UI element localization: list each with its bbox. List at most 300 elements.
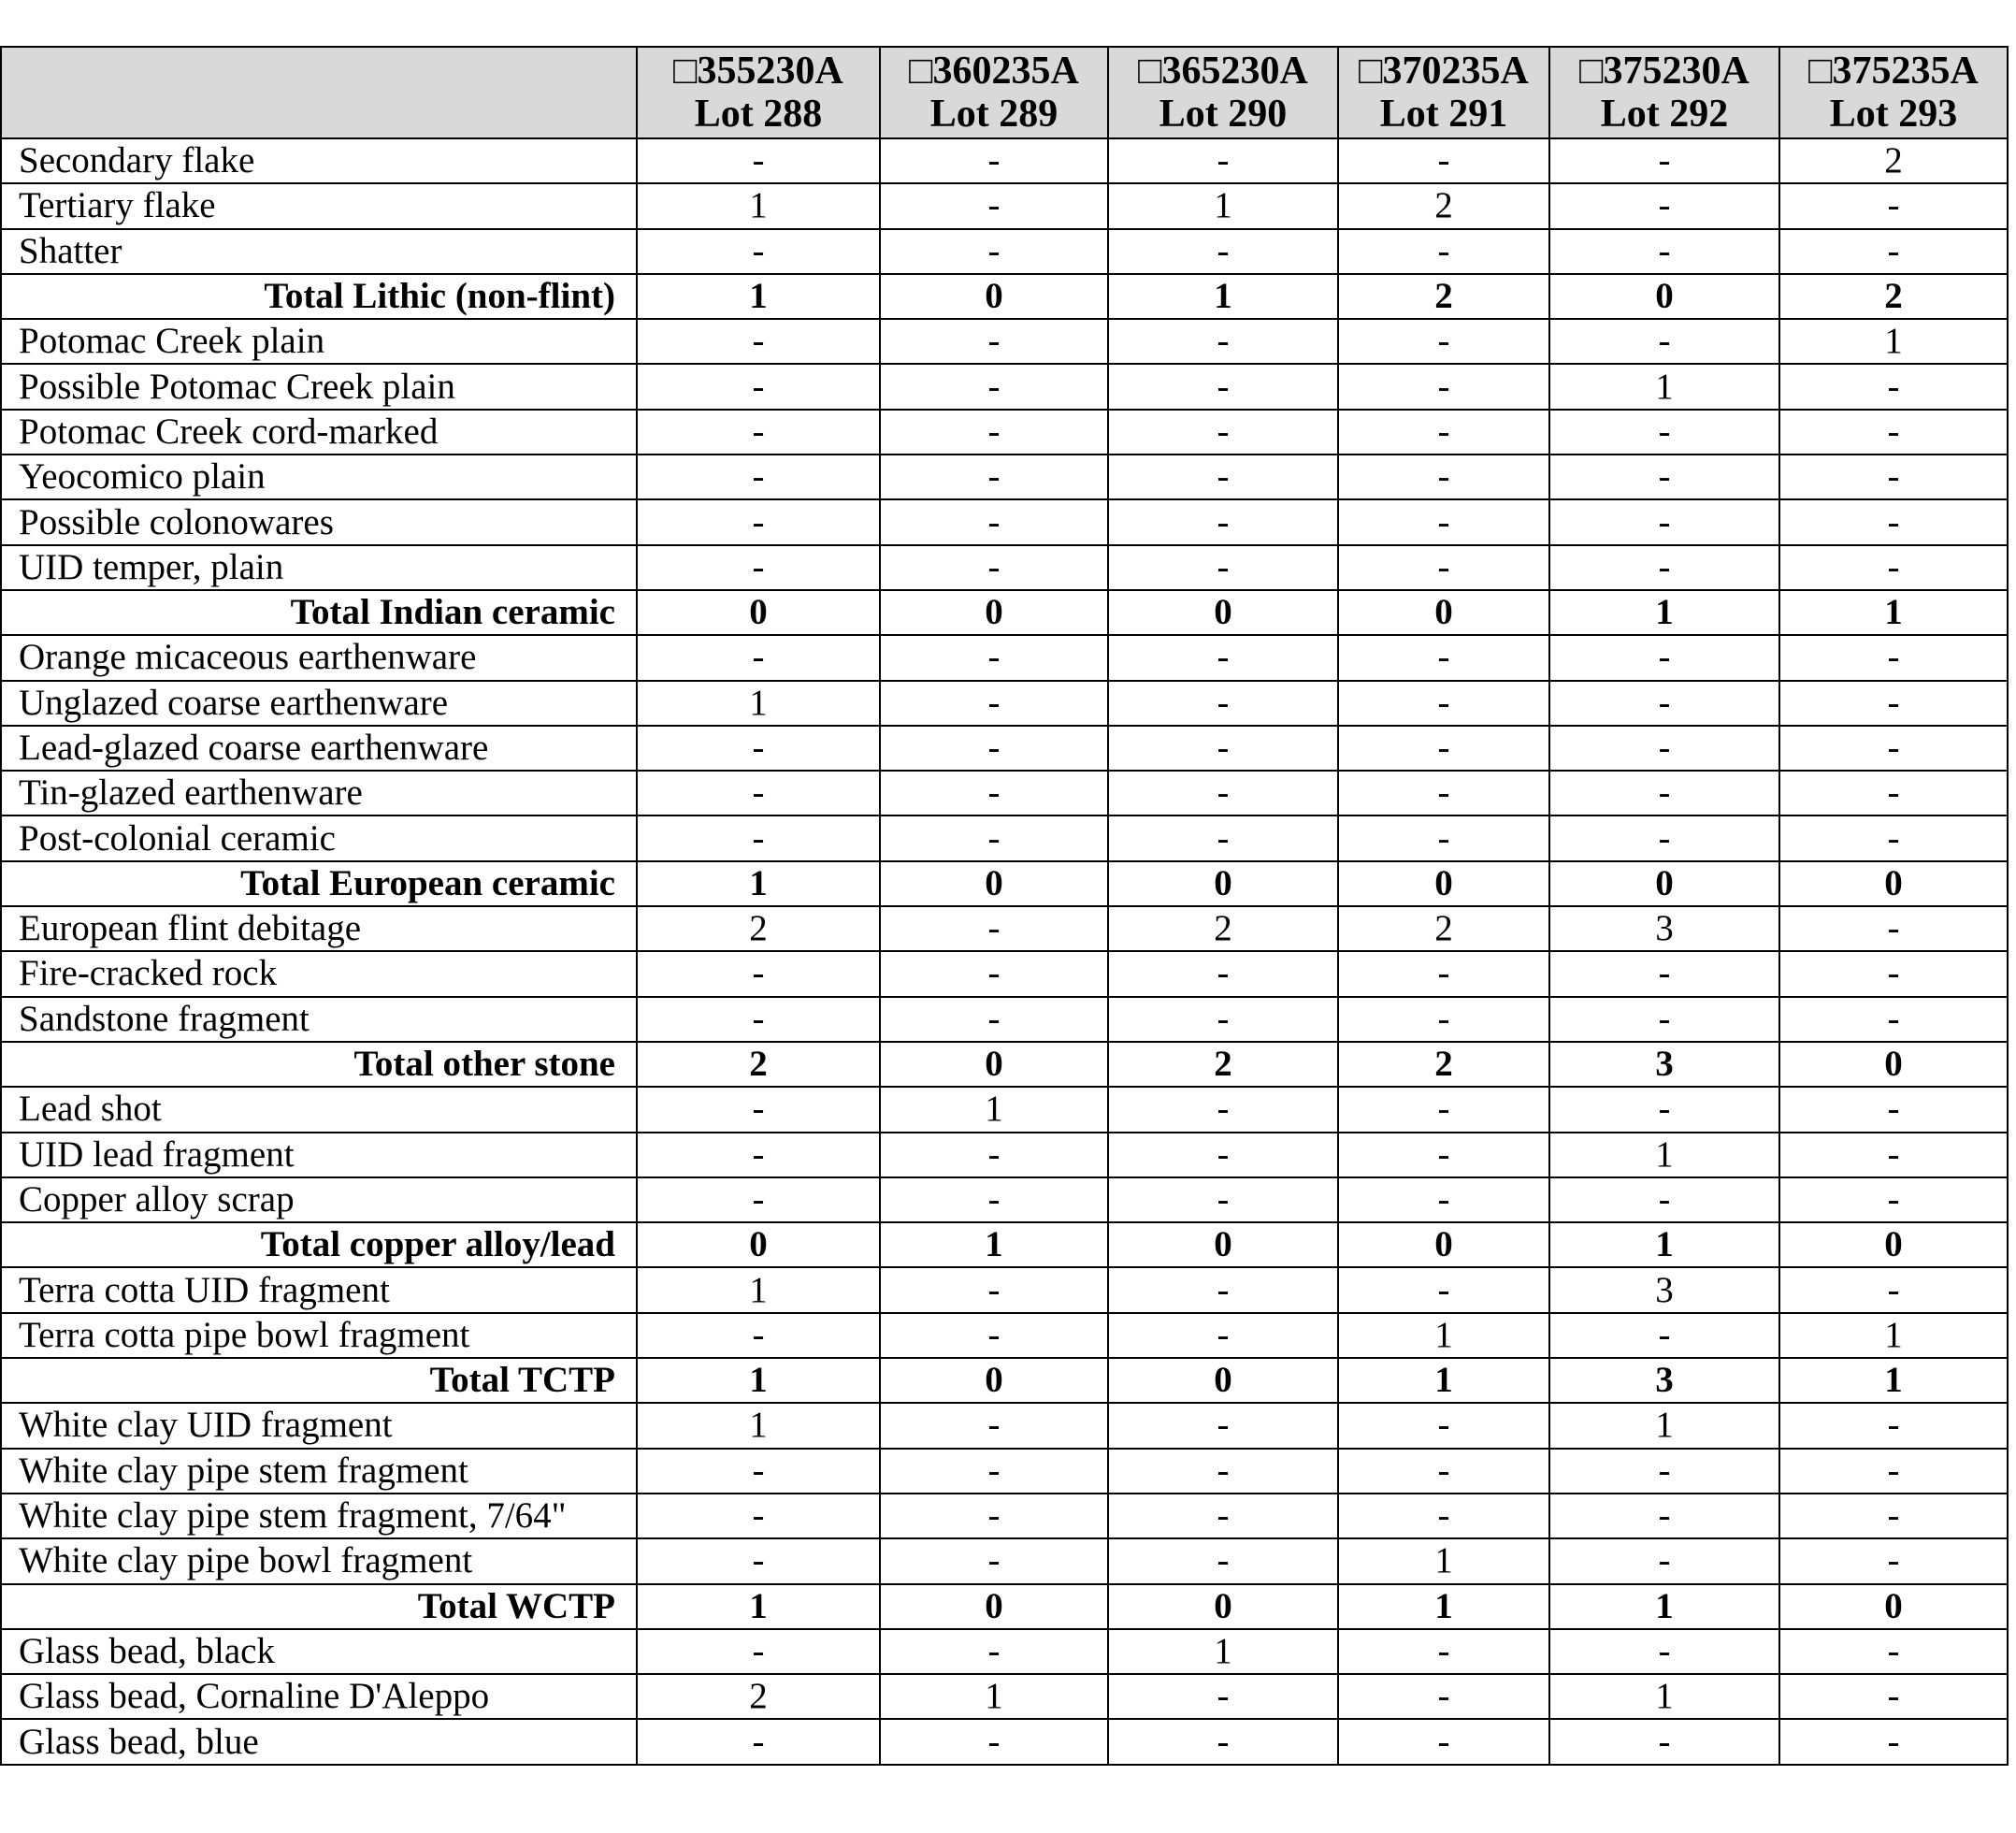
count-cell: - (1779, 183, 2008, 228)
count-cell: - (637, 455, 880, 499)
row-label: Sandstone fragment (1, 997, 637, 1042)
row-label: Possible colonowares (1, 499, 637, 544)
unit-label: □370235A (1359, 50, 1529, 93)
count-cell: - (637, 1133, 880, 1177)
count-cell: - (637, 364, 880, 409)
count-cell: - (1108, 1674, 1338, 1719)
table-row (1, 499, 2008, 544)
total-row (1, 590, 2008, 635)
total-label: Total Indian ceramic (1, 590, 637, 635)
total-cell: 0 (637, 590, 880, 635)
count-cell: 1 (1108, 1629, 1338, 1674)
total-cell: 1 (1779, 1358, 2008, 1403)
count-cell: - (1338, 499, 1549, 544)
count-cell: - (1108, 1403, 1338, 1448)
count-cell: - (637, 1087, 880, 1132)
count-cell: 1 (1549, 364, 1779, 409)
total-cell: 0 (1108, 1584, 1338, 1629)
count-cell: - (1338, 1494, 1549, 1538)
count-cell: - (1779, 1267, 2008, 1312)
count-cell: - (1338, 726, 1549, 771)
count-cell: - (1549, 771, 1779, 815)
unit-label: □365230A (1138, 50, 1308, 93)
total-row (1, 1222, 2008, 1267)
table-row (1, 1449, 2008, 1494)
count-cell: - (880, 1629, 1108, 1674)
count-cell: - (1779, 1403, 2008, 1448)
count-cell: 1 (880, 1674, 1108, 1719)
total-cell: 1 (880, 1222, 1108, 1267)
table-row (1, 364, 2008, 409)
count-cell: - (1338, 364, 1549, 409)
count-cell: - (637, 229, 880, 274)
count-cell: - (1549, 1449, 1779, 1494)
count-cell: - (880, 771, 1108, 815)
total-cell: 0 (1108, 590, 1338, 635)
count-cell: - (1779, 1087, 2008, 1132)
total-label: Total TCTP (1, 1358, 637, 1403)
count-cell: - (1779, 499, 2008, 544)
count-cell: - (1779, 997, 2008, 1042)
count-cell: - (1338, 681, 1549, 726)
count-cell: - (1108, 1177, 1338, 1222)
count-cell: 1 (637, 1267, 880, 1312)
count-cell: - (1108, 1449, 1338, 1494)
count-cell: - (637, 1494, 880, 1538)
count-cell: - (1779, 1494, 2008, 1538)
total-cell: 0 (880, 1358, 1108, 1403)
total-cell: 1 (1549, 1584, 1779, 1629)
total-cell: 1 (637, 1584, 880, 1629)
total-cell: 0 (880, 274, 1108, 319)
count-cell: - (880, 1133, 1108, 1177)
count-cell: - (1338, 1629, 1549, 1674)
count-cell: - (1779, 635, 2008, 680)
count-cell: - (1108, 545, 1338, 590)
count-cell: - (1549, 635, 1779, 680)
total-cell: 0 (1108, 1358, 1338, 1403)
unit-label: □355230A (673, 50, 843, 93)
count-cell: - (1779, 545, 2008, 590)
count-cell: - (1779, 455, 2008, 499)
table-row (1, 997, 2008, 1042)
total-cell: 0 (1108, 861, 1338, 906)
count-cell: - (1338, 951, 1549, 996)
total-cell: 1 (637, 274, 880, 319)
count-cell: - (880, 1449, 1108, 1494)
table-row (1, 1494, 2008, 1538)
count-cell: - (880, 410, 1108, 455)
table-row (1, 319, 2008, 364)
total-row (1, 274, 2008, 319)
count-cell: - (1338, 410, 1549, 455)
total-label: Total WCTP (1, 1584, 637, 1629)
unit-label: □375230A (1579, 50, 1750, 93)
total-cell: 0 (1779, 1042, 2008, 1087)
count-cell: - (1108, 319, 1338, 364)
count-cell: - (1779, 906, 2008, 951)
total-cell: 0 (1779, 1584, 2008, 1629)
total-cell: 0 (1549, 274, 1779, 319)
count-cell: - (1108, 1494, 1338, 1538)
unit-label: □375235A (1808, 50, 1979, 93)
count-cell: - (1338, 1133, 1549, 1177)
count-cell: 1 (880, 1087, 1108, 1132)
table-row (1, 771, 2008, 815)
lot-label: Lot 289 (929, 93, 1058, 136)
count-cell: 1 (637, 183, 880, 228)
count-cell: - (637, 726, 880, 771)
count-cell: - (1108, 1313, 1338, 1358)
count-cell: - (1108, 499, 1338, 544)
total-cell: 1 (1338, 1358, 1549, 1403)
total-cell: 2 (1338, 274, 1549, 319)
count-cell: - (1338, 1087, 1549, 1132)
count-cell: - (637, 635, 880, 680)
total-cell: 2 (1338, 1042, 1549, 1087)
count-cell: - (637, 545, 880, 590)
count-cell: - (880, 183, 1108, 228)
count-cell: - (1549, 997, 1779, 1042)
count-cell: - (637, 499, 880, 544)
count-cell: - (1549, 229, 1779, 274)
count-cell: - (1108, 1538, 1338, 1583)
table-row (1, 410, 2008, 455)
count-cell: - (1779, 1177, 2008, 1222)
count-cell: - (1338, 815, 1549, 860)
count-cell: - (1338, 229, 1549, 274)
count-cell: - (1549, 951, 1779, 996)
count-cell: - (1338, 138, 1549, 183)
count-cell: - (880, 1267, 1108, 1312)
count-cell: - (880, 681, 1108, 726)
table-row (1, 1403, 2008, 1448)
row-label: Tin-glazed earthenware (1, 771, 637, 815)
column-header (880, 47, 1108, 138)
count-cell: - (1549, 499, 1779, 544)
header-corner-cell (1, 47, 637, 138)
count-cell: - (1549, 138, 1779, 183)
row-label: Post-colonial ceramic (1, 815, 637, 860)
total-cell: 1 (1338, 1584, 1549, 1629)
row-label: White clay pipe stem fragment (1, 1449, 637, 1494)
count-cell: 2 (1108, 906, 1338, 951)
count-cell: - (880, 545, 1108, 590)
count-cell: - (1108, 410, 1338, 455)
total-cell: 0 (1338, 1222, 1549, 1267)
row-label: Glass bead, black (1, 1629, 637, 1674)
count-cell: - (1108, 997, 1338, 1042)
total-cell: 0 (1338, 861, 1549, 906)
count-cell: - (637, 410, 880, 455)
total-cell: 0 (880, 1042, 1108, 1087)
table-row (1, 455, 2008, 499)
table-row (1, 138, 2008, 183)
total-row (1, 1042, 2008, 1087)
total-row (1, 1584, 2008, 1629)
table-row (1, 681, 2008, 726)
count-cell: - (1779, 229, 2008, 274)
total-label: Total other stone (1, 1042, 637, 1087)
column-header (1549, 47, 1779, 138)
count-cell: - (1779, 410, 2008, 455)
count-cell: - (1108, 771, 1338, 815)
count-cell: - (1549, 410, 1779, 455)
row-label: Terra cotta pipe bowl fragment (1, 1313, 637, 1358)
count-cell: - (1108, 1087, 1338, 1132)
row-label: European flint debitage (1, 906, 637, 951)
count-cell: - (1779, 364, 2008, 409)
count-cell: 1 (1549, 1403, 1779, 1448)
count-cell: - (1549, 455, 1779, 499)
total-label: Total Lithic (non-flint) (1, 274, 637, 319)
count-cell: - (1549, 545, 1779, 590)
row-label: White clay pipe bowl fragment (1, 1538, 637, 1583)
total-cell: 0 (1338, 590, 1549, 635)
row-label: UID lead fragment (1, 1133, 637, 1177)
total-cell: 0 (1108, 1222, 1338, 1267)
count-cell: - (1779, 1449, 2008, 1494)
count-cell: - (880, 1403, 1108, 1448)
count-cell: - (637, 997, 880, 1042)
column-header (637, 47, 880, 138)
lot-label: Lot 292 (1600, 93, 1729, 136)
lot-label: Lot 293 (1829, 93, 1958, 136)
count-cell: - (1549, 815, 1779, 860)
row-label: Potomac Creek plain (1, 319, 637, 364)
total-cell: 2 (1108, 1042, 1338, 1087)
count-cell: - (637, 1313, 880, 1358)
count-cell: - (880, 726, 1108, 771)
count-cell: - (1338, 997, 1549, 1042)
row-label: Glass bead, blue (1, 1719, 637, 1764)
count-cell: - (880, 229, 1108, 274)
count-cell: 2 (637, 1674, 880, 1719)
count-cell: - (1108, 1719, 1338, 1764)
count-cell: - (1108, 726, 1338, 771)
column-header (1108, 47, 1338, 138)
count-cell: - (637, 1177, 880, 1222)
total-cell: 0 (1779, 1222, 2008, 1267)
count-cell: - (1549, 1719, 1779, 1764)
row-label: Lead-glazed coarse earthenware (1, 726, 637, 771)
total-cell: 0 (880, 861, 1108, 906)
count-cell: 1 (1338, 1313, 1549, 1358)
count-cell: 1 (1338, 1538, 1549, 1583)
table-row (1, 726, 2008, 771)
total-cell: 1 (1779, 590, 2008, 635)
count-cell: - (880, 364, 1108, 409)
count-cell: - (880, 1538, 1108, 1583)
count-cell: - (1549, 681, 1779, 726)
table-row (1, 906, 2008, 951)
count-cell: - (637, 319, 880, 364)
count-cell: 1 (637, 1403, 880, 1448)
lot-label: Lot 290 (1159, 93, 1288, 136)
count-cell: - (1108, 364, 1338, 409)
table-body (1, 138, 2008, 1765)
count-cell: - (1108, 455, 1338, 499)
count-cell: - (880, 319, 1108, 364)
row-label: Fire-cracked rock (1, 951, 637, 996)
total-row (1, 861, 2008, 906)
row-label: Tertiary flake (1, 183, 637, 228)
count-cell: - (880, 455, 1108, 499)
count-cell: - (880, 635, 1108, 680)
row-label: Secondary flake (1, 138, 637, 183)
table-row (1, 1267, 2008, 1312)
count-cell: - (1338, 455, 1549, 499)
table-row (1, 1313, 2008, 1358)
count-cell: - (1549, 319, 1779, 364)
count-cell: 2 (1338, 906, 1549, 951)
count-cell: - (880, 1719, 1108, 1764)
table-row (1, 815, 2008, 860)
count-cell: - (1779, 815, 2008, 860)
total-cell: 0 (880, 1584, 1108, 1629)
count-cell: - (1338, 1403, 1549, 1448)
total-cell: 0 (1549, 861, 1779, 906)
table-row (1, 1538, 2008, 1583)
count-cell: - (1108, 951, 1338, 996)
row-label: Yeocomico plain (1, 455, 637, 499)
row-label: Unglazed coarse earthenware (1, 681, 637, 726)
header-row (1, 47, 2008, 138)
count-cell: - (1338, 771, 1549, 815)
row-label: Glass bead, Cornaline D'Aleppo (1, 1674, 637, 1719)
count-cell: - (1108, 635, 1338, 680)
count-cell: - (880, 499, 1108, 544)
count-cell: - (880, 138, 1108, 183)
count-cell: - (1338, 635, 1549, 680)
count-cell: 1 (1779, 319, 2008, 364)
row-label: Potomac Creek cord-marked (1, 410, 637, 455)
count-cell: - (1338, 1674, 1549, 1719)
count-cell: - (880, 951, 1108, 996)
count-cell: 2 (1338, 183, 1549, 228)
count-cell: - (880, 1313, 1108, 1358)
table-row (1, 1133, 2008, 1177)
count-cell: - (1779, 1719, 2008, 1764)
count-cell: - (637, 138, 880, 183)
row-label: Orange micaceous earthenware (1, 635, 637, 680)
count-cell: - (1549, 726, 1779, 771)
count-cell: - (1108, 138, 1338, 183)
total-label: Total copper alloy/lead (1, 1222, 637, 1267)
count-cell: - (1338, 545, 1549, 590)
total-cell: 3 (1549, 1358, 1779, 1403)
count-cell: - (880, 997, 1108, 1042)
count-cell: 1 (1779, 1313, 2008, 1358)
unit-label: □360235A (909, 50, 1079, 93)
row-label: Shatter (1, 229, 637, 274)
row-label: Possible Potomac Creek plain (1, 364, 637, 409)
total-cell: 0 (880, 590, 1108, 635)
table-row (1, 951, 2008, 996)
count-cell: - (1779, 951, 2008, 996)
total-cell: 3 (1549, 1042, 1779, 1087)
count-cell: - (1549, 1087, 1779, 1132)
count-cell: 3 (1549, 1267, 1779, 1312)
count-cell: - (637, 771, 880, 815)
count-cell: - (1338, 1449, 1549, 1494)
artifact-count-table (0, 46, 2009, 1766)
table-row (1, 1177, 2008, 1222)
table-row (1, 1629, 2008, 1674)
row-label: UID temper, plain (1, 545, 637, 590)
count-cell: 1 (1549, 1674, 1779, 1719)
count-cell: - (1338, 319, 1549, 364)
row-label: White clay UID fragment (1, 1403, 637, 1448)
count-cell: - (1549, 1313, 1779, 1358)
lot-label: Lot 291 (1379, 93, 1508, 136)
row-label: Copper alloy scrap (1, 1177, 637, 1222)
count-cell: 2 (1779, 138, 2008, 183)
count-cell: - (1108, 229, 1338, 274)
count-cell: - (1108, 1267, 1338, 1312)
count-cell: - (880, 1494, 1108, 1538)
count-cell: - (637, 815, 880, 860)
count-cell: - (637, 1449, 880, 1494)
count-cell: - (1779, 771, 2008, 815)
total-row (1, 1358, 2008, 1403)
count-cell: - (1108, 815, 1338, 860)
column-header (1338, 47, 1549, 138)
count-cell: - (1549, 1494, 1779, 1538)
total-cell: 1 (1549, 1222, 1779, 1267)
count-cell: 3 (1549, 906, 1779, 951)
count-cell: - (1779, 1674, 2008, 1719)
row-label: White clay pipe stem fragment, 7/64" (1, 1494, 637, 1538)
count-cell: - (1779, 726, 2008, 771)
table-row (1, 229, 2008, 274)
total-cell: 0 (1779, 861, 2008, 906)
table-row (1, 545, 2008, 590)
column-header (1779, 47, 2008, 138)
count-cell: - (1549, 183, 1779, 228)
total-cell: 1 (1108, 274, 1338, 319)
total-cell: 2 (637, 1042, 880, 1087)
count-cell: - (1549, 1538, 1779, 1583)
total-label: Total European ceramic (1, 861, 637, 906)
count-cell: - (1779, 1133, 2008, 1177)
row-label: Lead shot (1, 1087, 637, 1132)
count-cell: - (1338, 1719, 1549, 1764)
table-row (1, 1087, 2008, 1132)
count-cell: - (1338, 1267, 1549, 1312)
count-cell: - (637, 951, 880, 996)
count-cell: - (1549, 1177, 1779, 1222)
total-cell: 0 (637, 1222, 880, 1267)
count-cell: - (1108, 681, 1338, 726)
table-row (1, 1674, 2008, 1719)
total-cell: 1 (637, 1358, 880, 1403)
count-cell: 2 (637, 906, 880, 951)
count-cell: - (1549, 1629, 1779, 1674)
total-cell: 1 (1549, 590, 1779, 635)
count-cell: 1 (637, 681, 880, 726)
count-cell: - (880, 1177, 1108, 1222)
count-cell: 1 (1549, 1133, 1779, 1177)
count-cell: - (1779, 1629, 2008, 1674)
count-cell: 1 (1108, 183, 1338, 228)
row-label: Terra cotta UID fragment (1, 1267, 637, 1312)
count-cell: - (1779, 681, 2008, 726)
table-row (1, 183, 2008, 228)
total-cell: 1 (637, 861, 880, 906)
total-cell: 2 (1779, 274, 2008, 319)
count-cell: - (1338, 1177, 1549, 1222)
